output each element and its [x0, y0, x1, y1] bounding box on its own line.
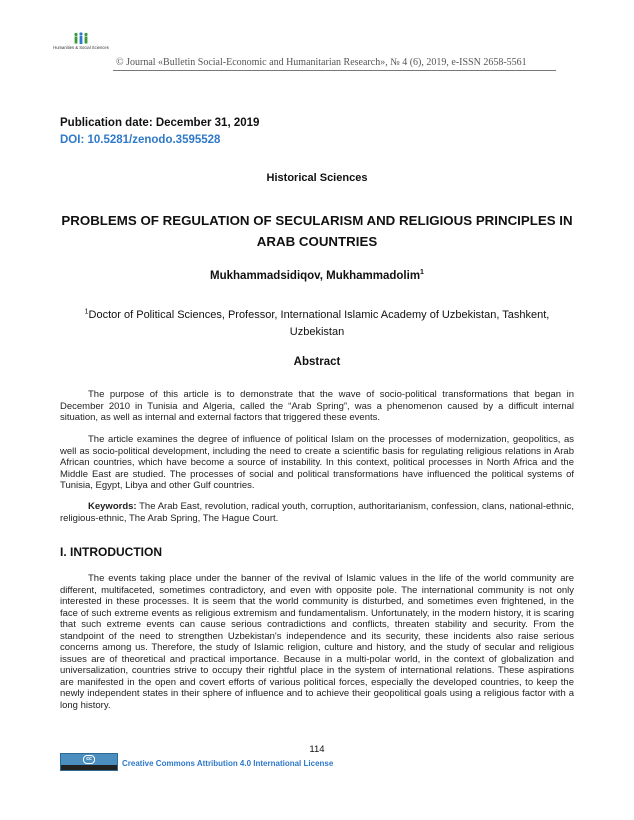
author-affiliation-mark: 1 [420, 269, 424, 277]
abstract-paragraph-1: The purpose of this article is to demonstrate that the wave of socio-political transformations that began in December 2010 in Tunisia and Algeria, called the “Arab Spring”, was a phenomenon caused by a difficult internal situation, as well as internal and external factors that triggered these events. [60, 389, 574, 423]
abstract-heading: Abstract [293, 356, 341, 368]
affiliation-text: Doctor of Political Sciences, Professor, International Islamic Academy of Uzbekistan, Tashkent, Uzbekistan [88, 309, 550, 338]
license-link[interactable]: Creative Commons Attribution 4.0 International License [122, 759, 334, 768]
page-number: 114 [309, 744, 325, 755]
logo-figures-icon [72, 32, 90, 45]
journal-header-line: © Journal «Bulletin Social-Economic and Humanitarian Research», № 4 (6), 2019, e-ISSN 2658-5561 [116, 57, 527, 68]
logo-text: Humanities & Social Sciences [53, 45, 109, 50]
authors-names: Mukhammadsidiqov, Mukhammadolim [210, 270, 421, 282]
header-divider [113, 70, 556, 71]
section-heading: Historical Sciences [266, 172, 368, 184]
introduction-heading: I. INTRODUCTION [60, 545, 162, 559]
publication-date: Publication date: December 31, 2019 [60, 117, 260, 129]
affiliation-mark: 1 [84, 308, 89, 316]
doi-link[interactable]: DOI: 10.5281/zenodo.3595528 [60, 134, 221, 146]
abstract-paragraph-2: The article examines the degree of influence of political Islam on the processes of modernization, geopolitics, as well as socio-political development, including the need to create a scientific basis for regulating religious relations in Arab African countries, which have become a source of instability. In this context, political processes in North Africa and the Middle East are studied. The processes of social and political transformations have influenced the political systems of Tunisia, Egypt, Libya and other Gulf countries. [60, 434, 574, 491]
badge-strip [61, 765, 117, 770]
keywords-label: Keywords: [88, 501, 137, 512]
introduction-paragraph: The events taking place under the banner of the revival of Islamic values in the life of the world community are different, multifaceted, sometimes contradictory, and even with opposite pole. The international community is not only interested in these processes. It is seem that the world community is disturbed, and sometimes even frightened, in the face of such extreme events as religious extremism and fundamentalism. Unfortunately, in the modern history, it is scaring that such extreme events can cause serious contradictions and conflicts, threaten stability and security. From the standpoint of the need to strengthen Uzbekistan's independence and its security, these incidents also raise serious concerns among us. Therefore, the study of Islamic religion, culture and history, and the study of secular and religious issues are of theoretical and practical importance. Because in a multi-polar world, in the context of globalization and universalization, countries strive to occupy their rightful place in the system of international relations. These aspirations are manifested in the open and covert efforts of various political forces, especially the developed countries, to keep the newly independent states in their sphere of influence and to achieve their geopolitical goals using a religious factor with a long history. [60, 573, 574, 711]
journal-logo [52, 32, 110, 64]
keywords-text: The Arab East, revolution, radical youth, corruption, authoritarianism, confession, clans, national-ethnic, religious-ethnic, The Arab Spring, The Hague Court. [60, 501, 574, 524]
cc-by-badge[interactable] [60, 753, 118, 771]
cc-by-icon: cc [83, 755, 95, 764]
affiliation [60, 307, 574, 341]
authors-line [0, 270, 634, 282]
paper-title: PROBLEMS OF REGULATION OF SECULARISM AND RELIGIOUS PRINCIPLES IN ARAB COUNTRIES [61, 213, 573, 249]
keywords [60, 501, 574, 524]
